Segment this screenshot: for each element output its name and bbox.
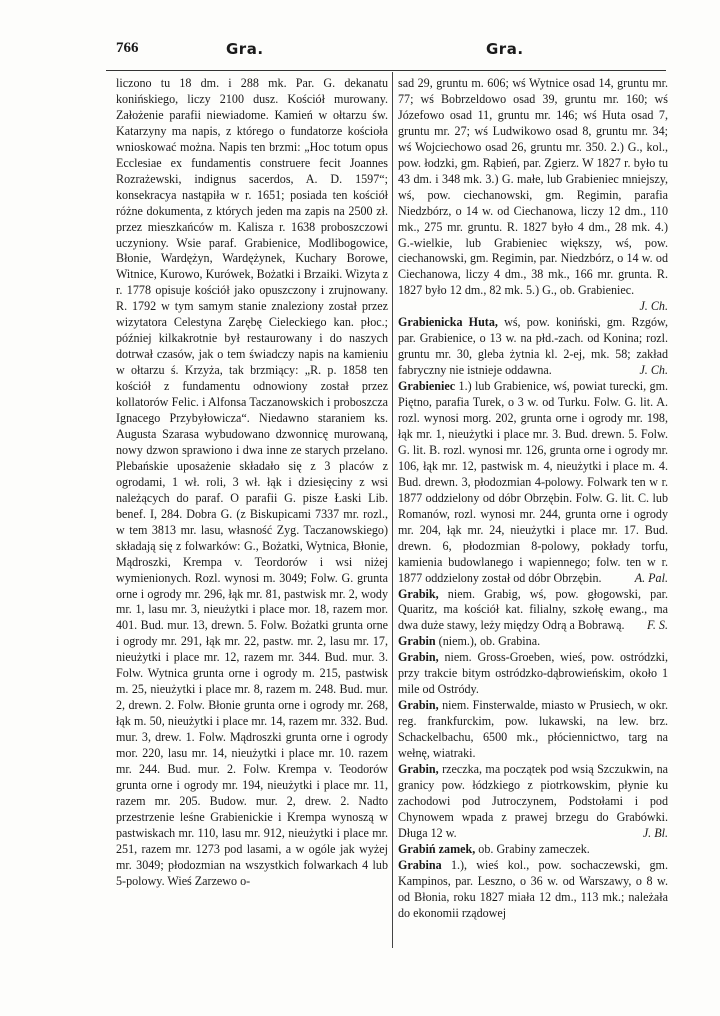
entry-continuation xyxy=(398,76,668,314)
entry-author: F. S. xyxy=(647,618,668,633)
entry-author: J. Bl. xyxy=(642,825,668,840)
entry-headword: Grabienicka Huta, xyxy=(398,315,498,330)
entry-headword: Grabin xyxy=(398,634,436,649)
entry-headword: Grabin, xyxy=(398,761,439,776)
page-header xyxy=(0,40,720,64)
left-running-headword: Gra. xyxy=(226,40,264,58)
entry-text: niem. Grabig, wś, pow. głogowski, par. Quaritz, ma kościół kat. filialny, szkołę ewang., ma dwa duże stawy, leży między Odrą a Bobrawą. xyxy=(398,586,668,633)
entry-grabik xyxy=(398,587,668,635)
entry-headword: Grabin, xyxy=(398,650,439,665)
entry-text: sad 29, gruntu m. 606; wś Wytnice osad 14, gruntu mr. 77; wś Bobrzeldowo osad 39, gruntu mr. 160; wś Józefowo osad 11, gruntu mr. 146; wś Huta osad 7, gruntu mr. 27; wś Ludwikowo osad 8, gruntu mr. 34; wś Wojciechowo osad 26, gruntu mr. 350. 2.) G., kol., pow. łodzki, gm. Rąbień, par. Zgierz. W 1827 r. było tu 43 dm. i 348 mk. 3.) G. małe, lub Grabieniec mniejszy, wś, pow. ciechanowski, gm. Regimin, parafia Niedzbórz, o 14 w. od Ciechanowa, liczy 12 dm., 110 mk., 275 mr. gruntu. R. 1827 było 4 dm., 28 mk. 4.) G.-wielkie, lub Grabieniec większy, wś, pow. ciechanowski, gm. Regimin, par. Niedzbórz, o 14 w. od Ciechanowa, liczy 4 dm., 38 mk., 166 mr. grunta. R. 1827 było 12 dm., 82 mk. 5.) G., ob. Grabieniec. xyxy=(398,76,668,298)
entry-author: J. Ch. xyxy=(639,299,668,314)
entry-grabieniec xyxy=(398,379,668,586)
entry-text: wś, pow. koniński, gm. Rzgów, par. Grabienice, o 13 w. na płd.-zach. od Konina; rozl. gruntu mr. 30, gleba żytnia kl. 2-ej, mk. 58; zakład fabryczny nie istnieje oddawna. xyxy=(398,315,668,378)
right-column xyxy=(398,76,668,922)
entry-text: niem. Finsterwalde, miasto w Prusiech, w okr. reg. frankfurckim, pow. lukawski, na lew. brz. Schackelbachu, 6500 mk., płóciennictwo, targ na wełnę, wiatraki. xyxy=(398,698,668,761)
entry-grabina xyxy=(398,858,668,922)
entry-text: 1.) lub Grabienice, wś, powiat turecki, gm. Piętno, parafia Turek, o 3 w. od Turku. Folw. G. lit. A. rozl. wynosi morg. 202, grunta orne i ogrody mr. 198, łąk mr. 1, nieużytki i place mr. 3. Bud. drewn. 5. Folw. G. lit. B. rozl. wynosi mr. 126, grunta orne i ogrody mr. 106, łąk mr. 12, pastwisk m. 4, nieużytki i place m. 4. Bud. drewn. 3, płodozmian 4-polowy. Folwark ten w r. 1877 oddzielony od dóbr Obrzębin. Folw. G. lit. C. lub Romanów, rozl. wynosi mr. 244, grunta orne i ogrody mr. 204, łąk mr. 24, nieużytki i place mr. 17. Bud. drewn. 6, płodozmian 8-polowy, pokłady torfu, kamienia budowlanego i wapiennego; folw. ten w r. 1877 oddzielony został od dóbr Obrzębin. xyxy=(398,379,668,585)
entry-author: J. Ch. xyxy=(639,363,668,378)
entry-headword: Grabieniec xyxy=(398,379,456,394)
page-number: 766 xyxy=(116,40,139,56)
entry-text: niem. Gross-Groeben, wieś, pow. ostródzki, przy trakcie bitym ostródzko-dąbrowieńskim, około 1 mile od Ostródy. xyxy=(398,650,669,697)
entry-grabin-rzeczka xyxy=(398,762,668,842)
entry-text: rzeczka, ma początek pod wsią Szczukwin, na granicy pow. łódzkiego z piotrkowskim, płynie ku zachodowi pod Jutroczynem, Podstołami i pod Chynowem wpada z prawej brzegu do Grabówki. Długa 12 w. xyxy=(398,761,668,840)
entry-text: (niem.), ob. Grabina. xyxy=(438,634,541,649)
entry-text: 1.), wieś kol., pow. sochaczewski, gm. Kampinos, par. Leszno, o 36 w. od Warszawy, o 8 w. od Błonia, roku 1827 miała 12 dm., 113 mk.; należała do ekonomii rządowej xyxy=(398,857,668,920)
entry-grabin-zamek xyxy=(398,842,668,858)
header-rule xyxy=(106,70,666,71)
entry-headword: Grabina xyxy=(398,857,442,872)
entry-grabin-niem xyxy=(398,634,668,650)
left-column-text: liczono tu 18 dm. i 288 mk. Par. G. dekanatu konińskiego, liczy 2100 dusz. Kościół murowany. Założenie parafii niewiadome. Kamień w ołtarzu św. Katarzyny ma napis, z którego o fundatorze kościoła wnioskować można. Napis ten brzmi: „Hoc totum opus Ecclesiae ex fundamentis construere fecit Joannes Rozrażewski, indignus sacerdos, A. D. 1597“; konsekracya nastąpiła w r. 1651; posiada ten kościół różne dokumenta, z których jeden ma zapis na 2500 zł. przez mieszkańców m. Kalisza r. 1638 proboszczowi uczyniony. Wsie paraf. Grabienice, Modlibogowice, Błonie, Wardężyn, Wardężynek, Kuchary Borowe, Witnice, Kurowo, Kurówek, Bożatki i Brzaiki. Wizyta z r. 1778 opisuje kościół jako opuszczony i zrujnowany. R. 1792 w tym samym stanie znaleziony został przez wizytatora Celestyna Zarębę Cieleckiego kan. płoc.; później kilkakrotnie był restaurowany i do naszych dotrwał czasów, jak o tem świadczy napis na kamieniu w ołtarzu ś. Krzyża, tak brzmiący: „R. p. 1858 ten kościół z fundamentu odnowiony został przez kollatorów Felic. i Alfonsa Taczanowskich i proboszcza Ignacego Przybyłowicza“. Niedawno staraniem ks. Augusta Szarasa wybudowano dzwonnicę murowaną, nowy dzwon sprawiono i dwa inne ze starych przelano. Plebańskie uposażenie składało się z 3 placów z ogrodami, 1 wł. roli, 3 wł. łąk i dziesięciny z wsi należących do paraf. O parafii G. pisze Łaski Lib. benef. I, 284. Dobra G. (z Biskupicami 7337 mr. rozl., w tem 3813 mr. lasu, własność Zyg. Taczanowskiego) składają się z folwarków: G., Bożatki, Wytnica, Błonie, Mądroszki, Krempa v. Teordorów i wsi niżej wymienionych. Rozl. wynosi m. 3049; Folw. G. grunta orne i ogrody mr. 296, łąk mr. 81, pastwisk mr. 2, wody mr. 1, lasu mr. 3, nieużytki i place mor. 18, razem mor. 401. Bud. mur. 13, drewn. 5. Folw. Bożatki grunta orne i ogrody mr. 291, łąk mr. 22, pastw. mr. 2, lasu mr. 17, nieużytki i place mr. 12, razem mr. 344. Bud. mur. 3. Folw. Wytnica grunta orne i ogrody m. 215, pastwisk m. 25, nieużytki i place mr. 8, razem m. 248. Bud. mur. 2, drewn. 2. Folw. Błonie grunta orne i ogrody mr. 268, łąk m. 50, nieużytki i place mr. 14, razem mr. 332. Bud. mur. 3, drew. 1. Folw. Mądroszki grunta orne i ogrody mor. 220, lasu mr. 14, nieużytki i place mr. 10. razem mr. 244. Bud. mur. 2. Folw. Krempa v. Teodorów grunta orne i ogrody mr. 194, nieużytki i place mr. 11, razem mr. 205. Budow. mur. 2, drew. 2. Nadto przestrzenie leśne Grabienickie i Krempa wynoszą w pastwiskach mr. 110, lasu mr. 912, nieużytki i place mr. 251, razem mr. 1273 pod lasami, a w ogóle jak wyżej mr. 3049; płodozmian na wszystkich folwarkach 4 lub 5-polowy. Wieś Zarzewo o- xyxy=(116,76,388,888)
entry-grabin-finsterwalde xyxy=(398,698,668,762)
entry-text: ob. Grabiny zameczek. xyxy=(478,841,590,856)
left-column xyxy=(116,76,388,890)
entry-grabienicka-huta xyxy=(398,315,668,379)
right-running-headword: Gra. xyxy=(486,40,524,58)
column-divider xyxy=(392,72,393,948)
entry-grabin-gross-groeben xyxy=(398,650,668,698)
entry-headword: Grabin, xyxy=(398,698,439,713)
entry-headword: Grabik, xyxy=(398,586,439,601)
entry-headword: Grabiń zamek, xyxy=(398,841,476,856)
entry-author: A. Pal. xyxy=(634,570,668,585)
